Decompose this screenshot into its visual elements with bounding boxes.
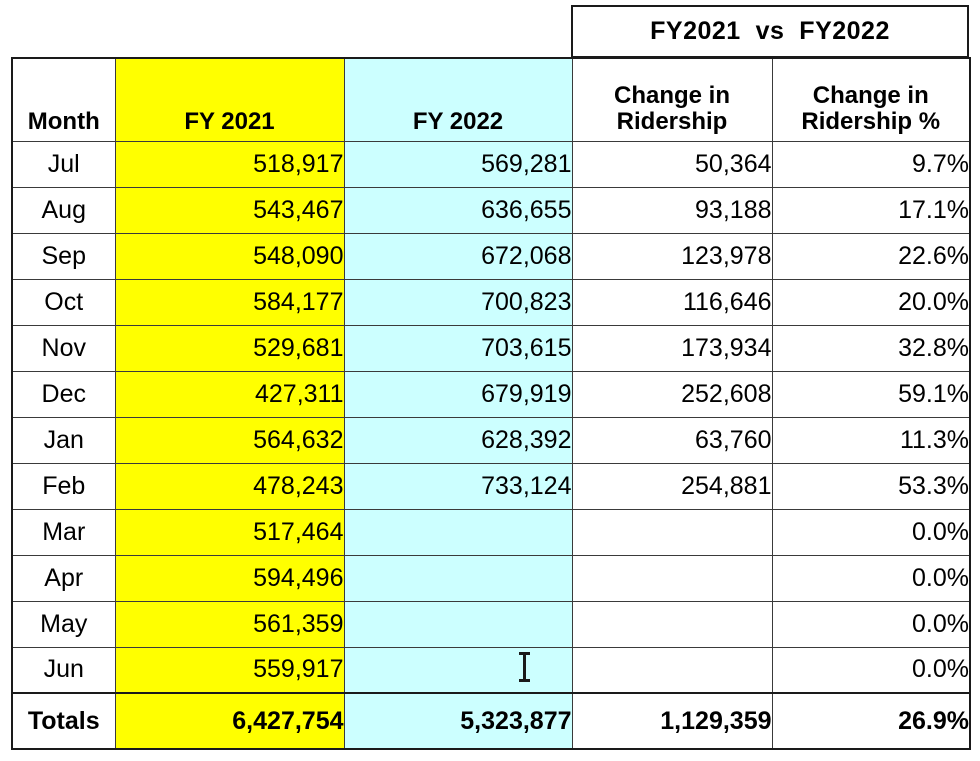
month-cell[interactable]: Jan: [12, 417, 115, 463]
change-pct-value-cell[interactable]: 0.0%: [772, 647, 970, 693]
change-value-cell[interactable]: 254,881: [572, 463, 772, 509]
table-row: [12, 509, 970, 555]
change-pct-value-cell[interactable]: 17.1%: [772, 187, 970, 233]
table-body: [12, 141, 970, 693]
change-pct-value-cell[interactable]: 9.7%: [772, 141, 970, 187]
month-cell[interactable]: Jul: [12, 141, 115, 187]
fiscal-year-comparison-label: FY2021 vs FY2022: [650, 17, 890, 45]
change-value-cell[interactable]: 63,760: [572, 417, 772, 463]
change-value-cell[interactable]: 123,978: [572, 233, 772, 279]
fy2022-value-cell[interactable]: 703,615: [344, 325, 572, 371]
column-header-fy2022-label: FY 2022: [412, 107, 504, 135]
table-row: [12, 141, 970, 187]
month-cell[interactable]: Dec: [12, 371, 115, 417]
totals-row: [12, 693, 970, 749]
fy2022-value-cell[interactable]: 628,392: [344, 417, 572, 463]
change-pct-value-cell[interactable]: 0.0%: [772, 555, 970, 601]
table-row: [12, 187, 970, 233]
fy2022-value-cell[interactable]: [344, 509, 572, 555]
fy2021-value-cell[interactable]: 517,464: [115, 509, 344, 555]
table-row: [12, 417, 970, 463]
fy2021-value-cell[interactable]: 543,467: [115, 187, 344, 233]
change-value-cell[interactable]: [572, 647, 772, 693]
change-pct-value-cell[interactable]: 53.3%: [772, 463, 970, 509]
fy2021-value-cell[interactable]: 594,496: [115, 555, 344, 601]
column-header-fy2021-label: FY 2021: [184, 107, 275, 135]
change-pct-value-cell[interactable]: 32.8%: [772, 325, 970, 371]
fy2021-value-cell[interactable]: 518,917: [115, 141, 344, 187]
column-header-month[interactable]: [12, 58, 115, 141]
month-cell[interactable]: Feb: [12, 463, 115, 509]
totals-label-cell[interactable]: Totals: [12, 693, 115, 749]
fy2021-value-cell[interactable]: 548,090: [115, 233, 344, 279]
change-value-cell[interactable]: 173,934: [572, 325, 772, 371]
column-header-change-in-ridership-pct[interactable]: [772, 58, 970, 141]
month-cell[interactable]: Oct: [12, 279, 115, 325]
month-cell[interactable]: Sep: [12, 233, 115, 279]
totals-fy2021-cell[interactable]: 6,427,754: [115, 693, 344, 749]
column-header-change-line1: Change in: [613, 81, 730, 109]
totals-fy2022-cell[interactable]: 5,323,877: [344, 693, 572, 749]
fy2021-value-cell[interactable]: 559,917: [115, 647, 344, 693]
change-value-cell[interactable]: 93,188: [572, 187, 772, 233]
month-cell[interactable]: Aug: [12, 187, 115, 233]
table-header-row: [12, 58, 970, 141]
change-value-cell[interactable]: 252,608: [572, 371, 772, 417]
fy2021-value-cell[interactable]: 564,632: [115, 417, 344, 463]
change-value-cell[interactable]: [572, 601, 772, 647]
totals-change-pct-cell[interactable]: 26.9%: [772, 693, 970, 749]
fy2022-value-cell[interactable]: 679,919: [344, 371, 572, 417]
change-value-cell[interactable]: [572, 555, 772, 601]
table-row: [12, 555, 970, 601]
table-row: [12, 647, 970, 693]
fy2021-value-cell[interactable]: 478,243: [115, 463, 344, 509]
change-pct-value-cell[interactable]: 22.6%: [772, 233, 970, 279]
fy2022-value-cell[interactable]: [344, 601, 572, 647]
column-header-change-in-ridership[interactable]: [572, 58, 772, 141]
change-value-cell[interactable]: 116,646: [572, 279, 772, 325]
column-header-fy2021[interactable]: [115, 58, 344, 141]
table-row: [12, 325, 970, 371]
column-header-change-pct-line1: Change in: [812, 81, 929, 109]
ridership-comparison-table: [11, 57, 971, 750]
column-header-month-label: Month: [27, 107, 100, 135]
table-row: [12, 279, 970, 325]
fy2022-value-cell[interactable]: 700,823: [344, 279, 572, 325]
month-cell[interactable]: Mar: [12, 509, 115, 555]
change-value-cell[interactable]: [572, 509, 772, 555]
fy2022-value-cell[interactable]: 672,068: [344, 233, 572, 279]
month-cell[interactable]: Jun: [12, 647, 115, 693]
table-row: [12, 233, 970, 279]
table-row: [12, 601, 970, 647]
month-cell[interactable]: May: [12, 601, 115, 647]
month-cell[interactable]: Apr: [12, 555, 115, 601]
totals-change-cell[interactable]: 1,129,359: [572, 693, 772, 749]
change-value-cell[interactable]: 50,364: [572, 141, 772, 187]
column-header-change-pct-line2: Ridership %: [801, 107, 941, 135]
column-header-fy2022[interactable]: [344, 58, 572, 141]
fy2022-value-cell[interactable]: 636,655: [344, 187, 572, 233]
fy2021-value-cell[interactable]: 584,177: [115, 279, 344, 325]
table-row: [12, 463, 970, 509]
change-pct-value-cell[interactable]: 11.3%: [772, 417, 970, 463]
fy2021-value-cell[interactable]: 529,681: [115, 325, 344, 371]
change-pct-value-cell[interactable]: 0.0%: [772, 601, 970, 647]
change-pct-value-cell[interactable]: 20.0%: [772, 279, 970, 325]
fy2022-value-cell[interactable]: [344, 647, 572, 693]
fy2022-value-cell[interactable]: 569,281: [344, 141, 572, 187]
change-pct-value-cell[interactable]: 0.0%: [772, 509, 970, 555]
fy2022-value-cell[interactable]: [344, 555, 572, 601]
column-header-change-line2: Ridership: [616, 107, 728, 135]
fy2022-value-cell[interactable]: 733,124: [344, 463, 572, 509]
fiscal-year-comparison-header: [571, 5, 969, 57]
fy2021-value-cell[interactable]: 427,311: [115, 371, 344, 417]
month-cell[interactable]: Nov: [12, 325, 115, 371]
fy2021-value-cell[interactable]: 561,359: [115, 601, 344, 647]
table-row: [12, 371, 970, 417]
change-pct-value-cell[interactable]: 59.1%: [772, 371, 970, 417]
